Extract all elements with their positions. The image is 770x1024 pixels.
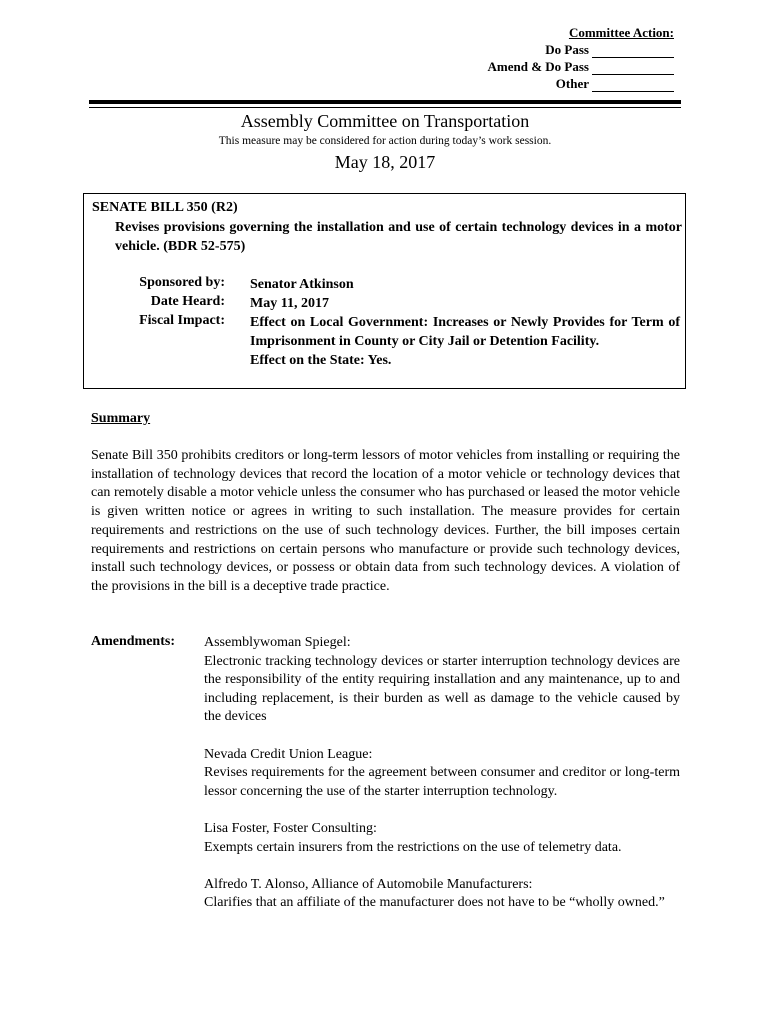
do-pass-blank bbox=[592, 45, 674, 58]
do-pass-label: Do Pass bbox=[545, 42, 589, 57]
other-option bbox=[556, 75, 674, 92]
summary-text: Senate Bill 350 prohibits creditors or long-term lessors of motor vehicles from installing or requiring the installation of technology devices that record the location of a motor vehicle or technology devices that can remotely disable a motor vehicle unless the consumer who has purchased or leased the motor vehicle is given written notice or agrees in writing to such installation. The measure provides for certain requirements and restrictions on the use of such technology devices. Further, the bill imposes certain requirements and restrictions on certain persons who manufacture or provide such technology devices, install such technology devices, or possess or obtain data from such technology devices. A violation of the provisions in the bill is a deceptive trade practice. bbox=[91, 448, 680, 594]
other-label: Other bbox=[555, 76, 589, 91]
amendment-item bbox=[204, 746, 680, 802]
do-pass-option bbox=[545, 41, 674, 58]
fiscal-state: Effect on the State: Yes. bbox=[250, 353, 392, 368]
amendment-source: Lisa Foster, Foster Consulting: bbox=[204, 820, 377, 836]
sponsor-value: Senator Atkinson bbox=[250, 277, 354, 292]
fiscal-impact-label: Fiscal Impact: bbox=[139, 313, 225, 328]
amendment-item bbox=[204, 876, 680, 913]
bill-info-box bbox=[83, 193, 686, 389]
amend-do-pass-label: Amend & Do Pass bbox=[487, 59, 589, 74]
fiscal-impact-value bbox=[250, 313, 680, 370]
amend-do-pass-option bbox=[488, 58, 674, 75]
bill-description: Revises provisions governing the installation and use of certain technology devices in a motor vehicle. (BDR 52-575) bbox=[115, 220, 682, 254]
amendment-description: Electronic tracking technology devices or starter interruption technology devices are the responsibility of the entity requiring installation and any maintenance, up to and including replacement, is their burden as well as damage to the vehicle caused by the devices bbox=[204, 653, 680, 725]
amendment-description: Exempts certain insurers from the restrictions on the use of telemetry data. bbox=[204, 839, 622, 855]
date-heard-value: May 11, 2017 bbox=[250, 296, 329, 311]
amendment-item bbox=[204, 820, 680, 857]
fiscal-local-government: Effect on Local Government: Increases or Newly Provides for Term of Imprisonment in County or City Jail or Detention Facility. bbox=[250, 315, 680, 349]
amendment-source: Alfredo T. Alonso, Alliance of Automobile Manufacturers: bbox=[204, 876, 533, 892]
amendment-source: Nevada Credit Union League: bbox=[204, 746, 373, 762]
amendments-label: Amendments: bbox=[91, 634, 175, 649]
committee-action-title: Committee Action: bbox=[568, 25, 674, 40]
bill-title: SENATE BILL 350 (R2) bbox=[92, 200, 238, 215]
other-blank bbox=[592, 79, 674, 92]
sponsored-by-label: Sponsored by: bbox=[139, 275, 225, 290]
summary-heading: Summary bbox=[91, 411, 151, 426]
amendments-list bbox=[204, 634, 680, 932]
committee-name: Assembly Committee on Transportation bbox=[240, 111, 530, 131]
date-heard-label: Date Heard: bbox=[150, 294, 225, 309]
header-rule-thick bbox=[89, 100, 681, 104]
amendment-item bbox=[204, 634, 680, 727]
amend-do-pass-blank bbox=[592, 62, 674, 75]
meeting-date: May 18, 2017 bbox=[334, 152, 436, 172]
amendment-description: Revises requirements for the agreement between consumer and creditor or long-term lessor concerning the use of the starter interruption technology. bbox=[204, 765, 680, 799]
header-rule-thin bbox=[89, 107, 681, 108]
amendment-description: Clarifies that an affiliate of the manufacturer does not have to be “wholly owned.” bbox=[204, 895, 665, 911]
work-session-note: This measure may be considered for action during today’s work session. bbox=[218, 135, 552, 147]
amendment-source: Assemblywoman Spiegel: bbox=[204, 635, 351, 650]
